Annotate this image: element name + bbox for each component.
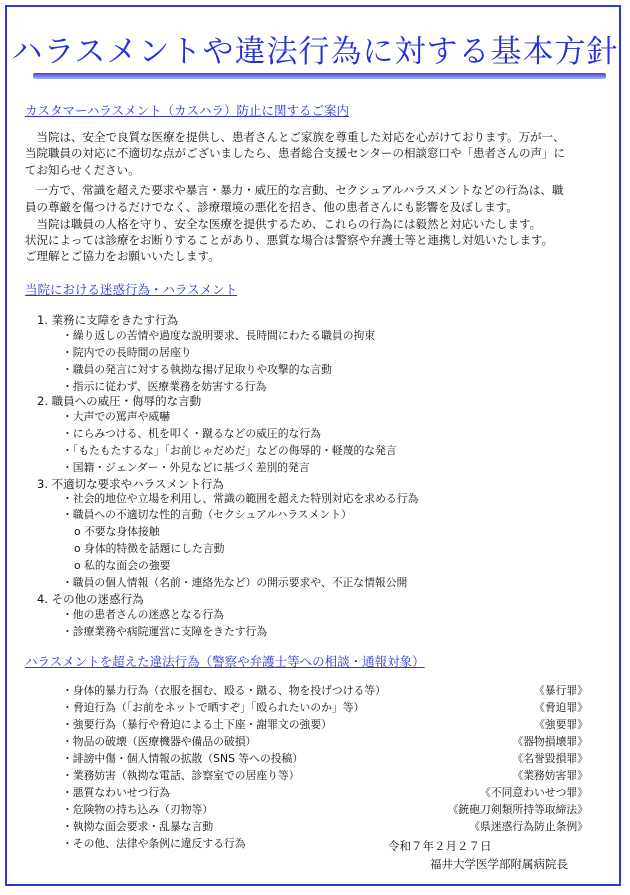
illegal-act: ・業務妨害（執拗な電話、診察室での居座り等） — [62, 769, 300, 782]
section3-heading: ハラスメントを超えた違法行為（警察や弁護士等への相談・通報対象） — [25, 654, 425, 669]
issuer: 福井大学医学部附属病院長 — [430, 857, 568, 871]
section1-line-3: てお知らせください。 — [25, 163, 140, 177]
illegal-act: ・悪質なわいせつ行為 — [62, 786, 170, 799]
group3-subitem: o 身体的特徴を話題にした言動 — [74, 542, 225, 555]
section1-line-7: 状況によっては診療をお断りすることがあり、悪質な場合は警察や弁護士等と連携し対処いたします。 — [25, 233, 554, 247]
group4-title: 4. その他の迷惑行為 — [37, 592, 144, 606]
group3-item: ・職員の個人情報（名前・連絡先など）の開示要求や、不正な情報公開 — [62, 576, 408, 589]
illegal-act: ・身体的暴力行為（衣服を掴む、殴る・蹴る、物を投げつける等） — [62, 684, 386, 697]
illegal-act: ・執拗な面会要求・乱暴な言動 — [62, 820, 214, 833]
section1-line-8: ご理解とご協力をお願いいたします。 — [25, 249, 220, 263]
group3-subitem: o 私的な面会の強要 — [74, 559, 171, 572]
section2-heading: 当院における迷惑行為・ハラスメント — [25, 282, 238, 297]
crime-name: 《銃砲刀剣類所持等取締法》 — [447, 803, 588, 816]
crime-name: 《脅迫罪》 — [534, 701, 588, 714]
group3-item: ・職員への不適切な性的言動（セクシュアルハラスメント） — [62, 508, 352, 521]
group1-item: ・職員の発言に対する執拗な揚げ足取りや攻撃的な言動 — [62, 363, 332, 376]
group2-item: ・国籍・ジェンダー・外見などに基づく差別的発言 — [62, 461, 310, 474]
group2-item: ・「もたもたするな」「お前じゃだめだ」などの侮辱的・軽蔑的な発言 — [62, 444, 397, 457]
illegal-act: ・誹謗中傷・個人情報の拡散（SNS 等への投稿） — [62, 752, 304, 765]
group2-item: ・にらみつける、机を叩く・蹴るなどの威圧的な行為 — [62, 427, 321, 440]
crime-name: 《業務妨害罪》 — [512, 769, 588, 782]
group2-title: 2. 職員への威圧・侮辱的な言動 — [37, 394, 202, 408]
group1-item: ・繰り返しの苦情や過度な説明要求、長時間にわたる職員の拘束 — [62, 329, 376, 342]
crime-name: 《暴行罪》 — [534, 684, 588, 697]
illegal-act: ・脅迫行為（「お前をネットで晒すぞ」「殴られたいのか」等） — [62, 701, 365, 714]
section1-heading: カスタマーハラスメント（カスハラ）防止に関するご案内 — [25, 103, 350, 118]
group2-item: ・大声での罵声や威嚇 — [62, 410, 170, 423]
group3-item: ・社会的地位や立場を利用し、常識の範囲を超えた特別対応を求める行為 — [62, 492, 419, 505]
section1-line-6: 当院は職員の人格を守り、安全な医療を提供するため、これらの行為には毅然と対応いたします。 — [25, 217, 542, 231]
illegal-act: ・強要行為（暴行や脅迫による土下座・謝罪文の強要） — [62, 718, 332, 731]
section1-line-2: 当院職員の対応に不適切な点がございましたら、患者総合支援センターの相談窓口や「患者さんの声」に — [25, 146, 566, 160]
group1-item: ・院内での長時間の居座り — [62, 346, 192, 359]
illegal-act: ・その他、法律や条例に違反する行為 — [62, 837, 246, 850]
crime-name: 《強要罪》 — [534, 718, 588, 731]
group1-item: ・指示に従わず、医療業務を妨害する行為 — [62, 380, 267, 393]
section1-line-5: 員の尊厳を傷つけるだけでなく、診療環境の悪化を招き、他の患者さんにも影響を及ぼします。 — [25, 200, 518, 214]
group1-title: 1. 業務に支障をきたす行為 — [37, 313, 179, 327]
crime-name: 《名誉毀損罪》 — [512, 752, 588, 765]
crime-name: 《不同意わいせつ罪》 — [480, 786, 588, 799]
group3-title: 3. 不適切な要求やハラスメント行為 — [37, 477, 224, 491]
section1-line-1: 当院は、安全で良質な医療を提供し、患者さんとご家族を尊重した対応を心がけております。万が一、 — [25, 130, 565, 144]
illegal-act: ・物品の破壊（医療機器や備品の破損） — [62, 735, 257, 748]
issue-date: 令和７年２月２７日 — [388, 839, 492, 853]
group4-item: ・診療業務や病院運営に支障をきたす行為 — [62, 625, 268, 638]
section1-line-4: 一方で、常識を超えた要求や暴言・暴力・威圧的な言動、セクシュアルハラスメントなどの行為は、職 — [25, 183, 564, 197]
page-title: ハラスメントや違法行為に対する基本方針 — [11, 34, 619, 70]
group3-subitem: o 不要な身体接触 — [74, 525, 160, 538]
group4-item: ・他の患者さんの迷惑となる行為 — [62, 608, 224, 621]
illegal-act: ・危険物の持ち込み（刃物等） — [62, 803, 214, 816]
crime-name: 《県迷惑行為防止条例》 — [469, 820, 588, 833]
crime-name: 《器物損壊罪》 — [512, 735, 588, 748]
title-underline — [33, 73, 606, 79]
